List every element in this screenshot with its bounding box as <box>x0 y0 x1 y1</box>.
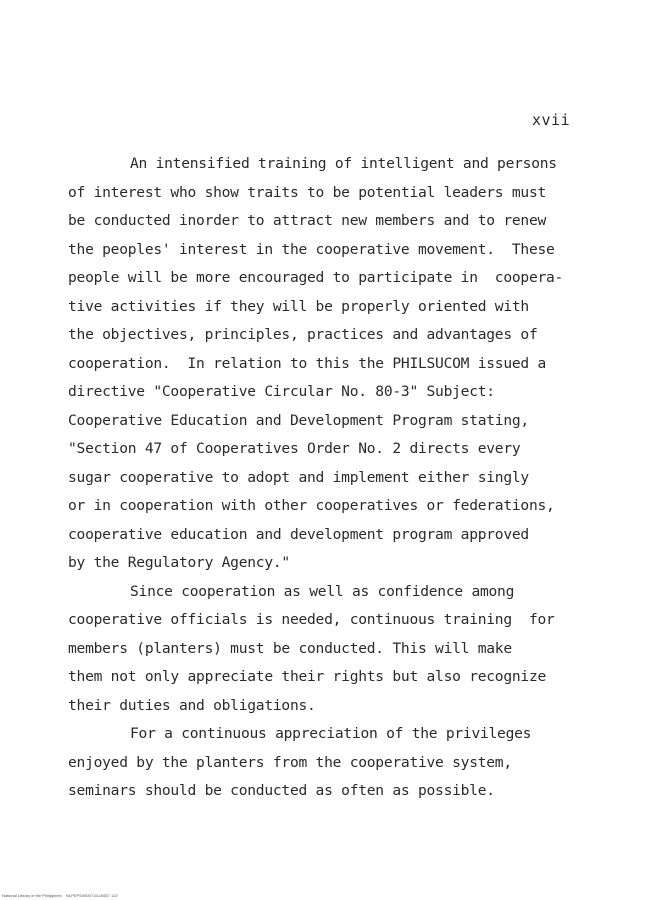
paragraph-2-line-1: Since cooperation as well as confidence among <box>130 582 515 600</box>
paragraph-1-line-4: the peoples' interest in the cooperative movement. These <box>68 240 555 258</box>
footer-code: NLPEPS0000711116557 122 <box>66 893 118 898</box>
paragraph-3-line-2: enjoyed by the planters from the cooperative system, <box>68 753 512 771</box>
paragraph-1-line-14: cooperative education and development program approved <box>68 525 529 543</box>
page-number: xvii <box>532 111 571 129</box>
paragraph-1-line-2: of interest who show traits to be potential leaders must <box>68 183 547 201</box>
paragraph-1-line-1: An intensified training of intelligent and persons <box>130 155 557 172</box>
paragraph-1-line-15: by the Regulatory Agency." <box>68 554 290 571</box>
paragraph-2-line-4: them not only appreciate their rights but also recognize <box>68 668 547 685</box>
paragraph-1-line-7: the objectives, principles, practices and advantages of <box>68 326 538 343</box>
paragraph-1-line-5: people will be more encouraged to participate in coopera- <box>68 269 564 286</box>
paragraph-3-line-1: For a continuous appreciation of the privileges <box>130 725 532 742</box>
paragraph-2-line-3: members (planters) must be conducted. This will make <box>68 639 512 657</box>
body-text <box>68 150 628 806</box>
paragraph-1-line-8: cooperation. In relation to this the PHILSUCOM issued a <box>68 354 547 372</box>
paragraph-1-line-11: "Section 47 of Cooperatives Order No. 2 directs every <box>68 440 521 457</box>
paragraph-1-line-6: tive activities if they will be properly oriented with <box>68 297 529 315</box>
paragraph-1-line-3: be conducted inorder to attract new members and to renew <box>68 212 547 229</box>
paragraph-1-line-13: or in cooperation with other cooperatives or federations, <box>68 497 555 514</box>
paragraph-2-line-2: cooperative officials is needed, continuous training for <box>68 611 555 628</box>
footer-library: National Library of the Philippines <box>2 893 62 898</box>
footer-watermark <box>2 893 118 898</box>
paragraph-1-line-12: sugar cooperative to adopt and implement either singly <box>68 468 529 486</box>
paragraph-3-line-3: seminars should be conducted as often as possible. <box>68 782 495 799</box>
paragraph-1-line-10: Cooperative Education and Development Program stating, <box>68 411 529 429</box>
paragraph-1-line-9: directive "Cooperative Circular No. 80-3" Subject: <box>68 383 495 400</box>
paragraph-2-line-5: their duties and obligations. <box>68 696 316 714</box>
